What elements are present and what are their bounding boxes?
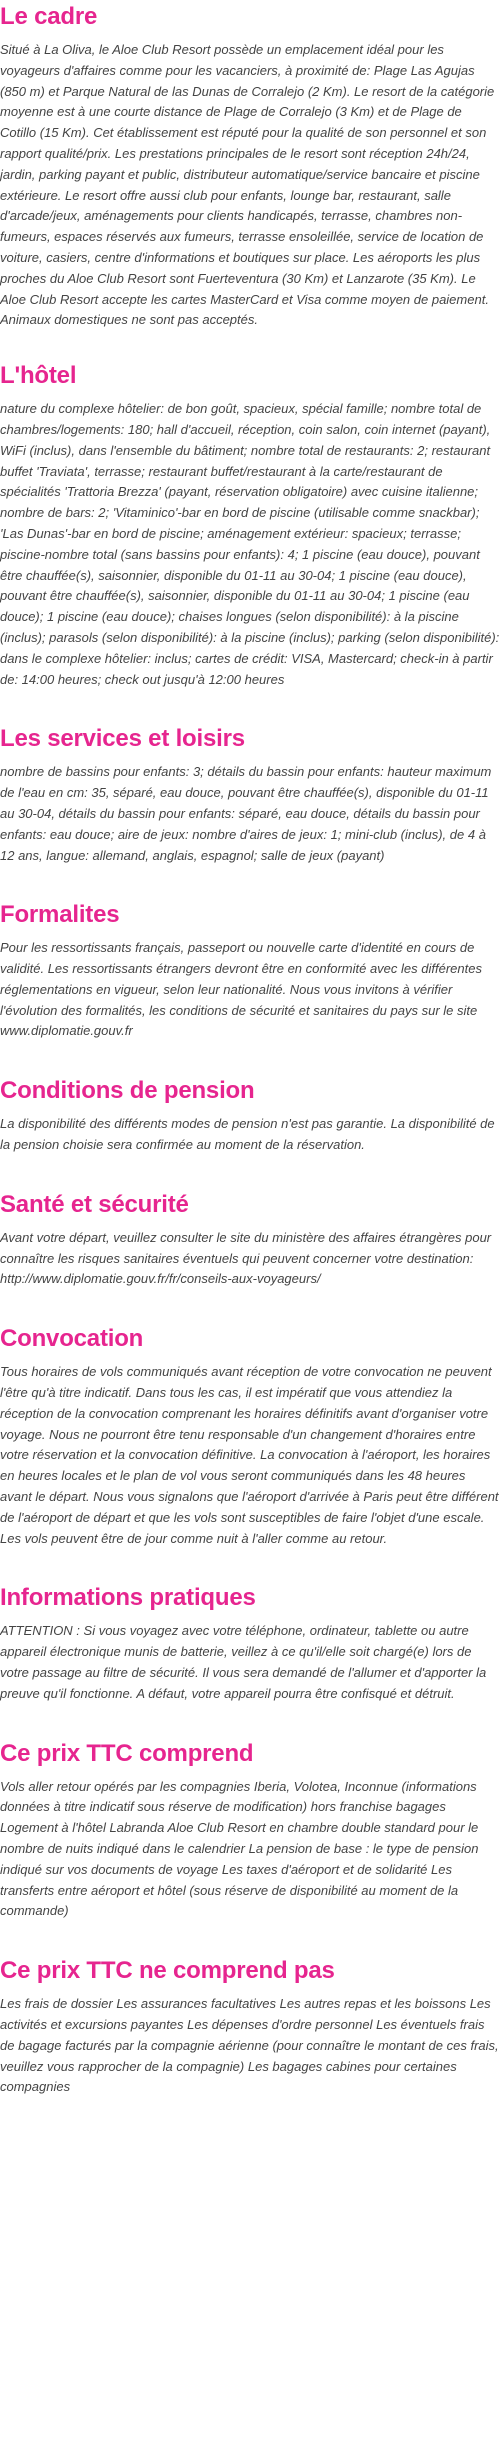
section-text: nombre de bassins pour enfants: 3; détails du bassin pour enfants: hauteur maximum de l'eau en cm: 35, séparé, eau douce, pouvant être chauffée(s), disponible du 01-11 au 30-04, détails du bassin pour enfants: séparé, eau douce, détails du bassin pour enfants: eau douce; aire de jeux: nombre d'aires de jeux: 1; mini-club (inclus), de 4 à 12 ans, langue: allemand, anglais, espagnol; salle de jeux (payant)	[0, 764, 492, 863]
section-text: La disponibilité des différents modes de pension n'est pas garantie. La disponibilité de la pension choisie sera confirmée au moment de la réservation.	[0, 1116, 495, 1153]
section-title: L'hôtel	[0, 362, 77, 390]
section-text: Avant votre départ, veuillez consulter le site du ministère des affaires étrangères pour connaître les risques sanitaires éventuels qui peuvent concerner votre destination: http://www.diplomatie.gouv.fr/fr/conseils-aux-voyageurs/	[0, 1229, 492, 1287]
section-informations-pratiques	[0, 1583, 500, 1704]
section-title: Informations pratiques	[0, 1584, 256, 1612]
section-prix-comprend	[0, 1739, 500, 1923]
section-title: Ce prix TTC comprend	[0, 1739, 254, 1767]
section-conditions-pension	[0, 1076, 500, 1156]
section-sante-securite	[0, 1190, 500, 1290]
section-text: Pour les ressortissants français, passeport ou nouvelle carte d'identité en cours de validité. Les ressortissants étrangers devront être en conformité avec les différentes réglementations en vigueur, selon leur nationalité. Nous vous invitons à vérifier l'évolution des formalités, les conditions de sécurité et sanitaires du pays sur le site www.diplomatie.gouv.fr	[0, 940, 482, 1039]
section-text: ATTENTION : Si vous voyagez avec votre téléphone, ordinateur, tablette ou autre appareil électronique munis de batterie, veillez à ce qu'il/elle soit chargé(e) lors de votre passage au filtre de sécurité. Il vous sera demandé de l'allumer et d'apporter la preuve qu'il fonctionne. A défaut, votre appareil pourra être confisqué et détruit.	[0, 1623, 487, 1701]
section-text: Tous horaires de vols communiqués avant réception de votre convocation ne peuvent l'être qu'à titre indicatif. Dans tous les cas, il est impératif que vous attendiez la réception de la convocation comprenant les horaires définitifs avant d'organiser votre voyage. Nous ne pourront être tenu responsable d'un changement d'horaires entre votre réservation et la convocation définitive. La convocation à l'aéroport, les horaires en heures locales et le plan de vol vous seront communiqués dans les 48 heures avant le départ. Nous vous signalons que l'aéroport d'arrivée à Paris peut être différent de l'aéroport de départ et que les vols sont susceptibles de faire l'objet d'une escale. Les vols peuvent être de jour comme nuit à l'aller comme au retour.	[0, 1364, 499, 1546]
section-text: Situé à La Oliva, le Aloe Club Resort possède un emplacement idéal pour les voyageurs d'affaires comme pour les vacanciers, à proximité de: Plage Las Agujas (850 m) et Parque Natural de las Dunas de Corralejo (2 Km). Le resort de la catégorie moyenne est à une courte distance de Plage de Corralejo (3 Km) et de Plage de Cotillo (15 Km). Cet établissement est réputé pour la qualité de son personnel et son rapport qualité/prix. Les prestations principales de le resort sont réception 24h/24, jardin, parking payant et public, distributeur automatique/service bancaire et piscine extérieure. Le resort offre aussi club pour enfants, lounge bar, restaurant, salle d'arcade/jeux, aménagements pour clients handicapés, terrasse, chambres non-fumeurs, espaces réservés aux fumeurs, terrasse ensoleillée, service de location de voiture, casiers, centre d'informations et boutiques sur place. Les aéroports les plus proches du Aloe Club Resort sont Fuerteventura (30 Km) et Lanzarote (35 Km). Le Aloe Club Resort accepte les cartes MasterCard et Visa comme moyen de paiement. Animaux domestiques ne sont pas acceptés.	[0, 42, 495, 328]
section-convocation	[0, 1324, 500, 1549]
section-title: Formalites	[0, 901, 120, 929]
section-le-cadre	[0, 0, 500, 331]
section-title: Conditions de pension	[0, 1077, 255, 1105]
section-text: nature du complexe hôtelier: de bon goût, spacieux, spécial famille; nombre total de chambres/logements: 180; hall d'accueil, réception, coin salon, coin internet (payant), WiFi (inclus), dans l'ensemble du bâtiment; nombre total de restaurants: 2; restaurant buffet 'Traviata', terrasse; restaurant buffet/restaurant à la carte/restaurant de spécialités 'Trattoria Brezza' (payant, réservation obligatoire) avec cuisine italienne; nombre de bars: 2; 'Vitaminico'-bar en bord de piscine (utilisable comme snackbar); 'Las Dunas'-bar en bord de piscine; aménagement extérieur: spacieux; terrasse; piscine-nombre total (sans bassins pour enfants): 4; 1 piscine (eau douce), pouvant être chauffée(s), saisonnier, disponible du 01-11 au 30-04; 1 piscine (eau douce), pouvant être chauffée(s), saisonnier, disponible du 01-11 au 30-04; 1 piscine (eau douce); 1 piscine (eau douce); chaises longues (selon disponibilité): à la piscine (inclus); parasols (selon disponibilité): à la piscine (inclus); parking (selon disponibilité): dans le complexe hôtelier: inclus; cartes de crédit: VISA, Mastercard; check-in à partir de: 14:00 heures; check out jusqu'à 12:00 heures	[0, 401, 500, 687]
section-title: Ce prix TTC ne comprend pas	[0, 1957, 335, 1985]
section-text: Les frais de dossier Les assurances facultatives Les autres repas et les boissons Les activités et excursions payantes Les dépenses d'ordre personnel Les éventuels frais de bagage facturés par la compagnie aérienne (pour connaître le montant de ces frais, veuillez vous rapprocher de la compagnie) Les bagages cabines pour certaines compagnies	[0, 1996, 499, 2095]
section-title: Convocation	[0, 1325, 144, 1353]
section-l-hotel	[0, 361, 500, 690]
section-title: Le cadre	[0, 3, 98, 30]
section-services-loisirs	[0, 724, 500, 866]
section-text: Vols aller retour opérés par les compagnies Iberia, Volotea, Inconnue (informations données à titre indicatif sous réserve de modification) hors franchise bagages Logement à l'hôtel Labranda Aloe Club Resort en chambre double standard pour le nombre de nuits indiqué dans le calendrier La pension de base : le type de pension indiqué sur vos documents de voyage Les taxes d'aéroport et de solidarité Les transferts entre aéroport et hôtel (sous réserve de disponibilité au moment de la commande)	[0, 1778, 479, 1919]
section-title: Santé et sécurité	[0, 1190, 189, 1218]
section-title: Les services et loisirs	[0, 725, 245, 753]
section-formalites	[0, 900, 500, 1042]
section-prix-ne-comprend	[0, 1956, 500, 2098]
